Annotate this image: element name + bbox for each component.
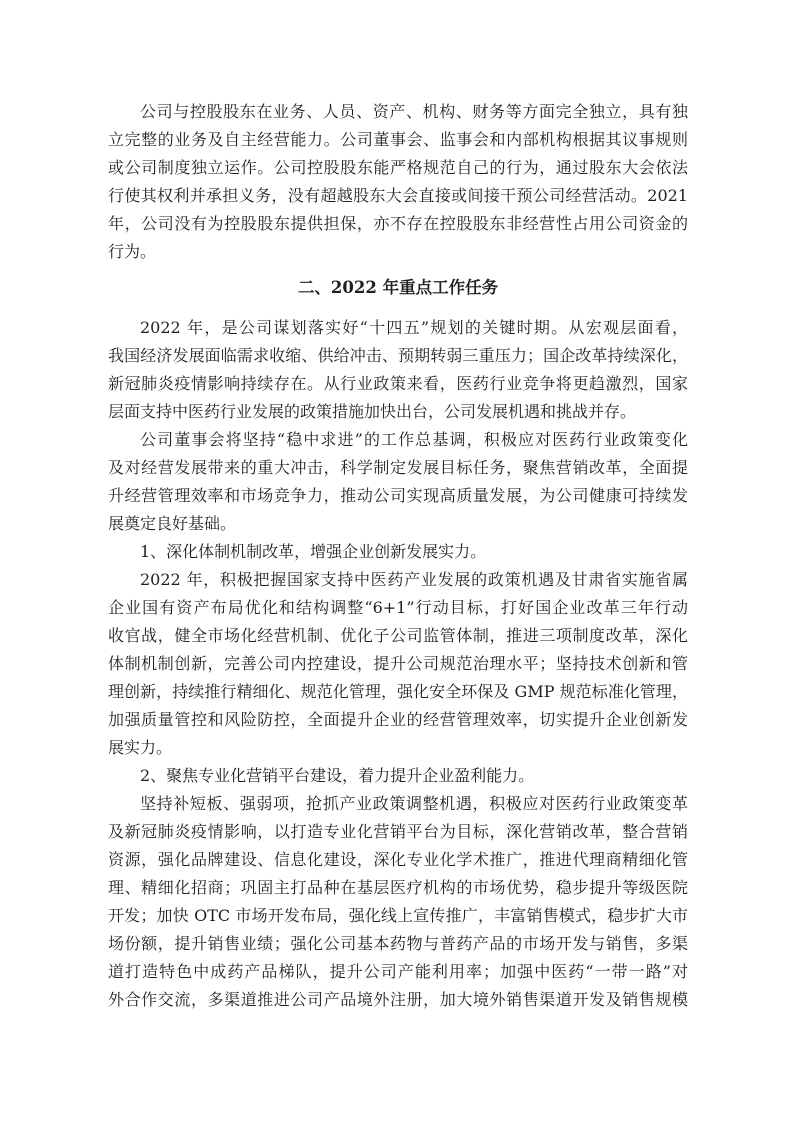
- text-line: 或公司制度独立运作。公司控股股东能严格规范自己的行为，通过股东大会依法: [108, 158, 688, 177]
- text-line: 资源，强化品牌建设、信息化建设，深化专业化学术推广，推进代理商精细化管: [108, 850, 688, 869]
- text-line: 收官战，健全市场化经营机制、优化子公司监管体制，推进三项制度改革，深化: [108, 626, 688, 645]
- text-line: 层面支持中医药行业发展的政策措施加快出台，公司发展机遇和挑战并存。: [108, 402, 637, 421]
- text-line: 2022 年，积极把握国家支持中医药产业发展的政策机遇及甘肃省实施省属: [140, 570, 688, 589]
- text-line: 立完整的业务及自主经营能力。公司董事会、监事会和内部机构根据其议事规则: [108, 130, 688, 149]
- list-item-1-title: [108, 538, 688, 566]
- paragraph-board-strategy: [108, 426, 688, 538]
- section-heading: 二、2022 年重点工作任务: [297, 278, 499, 297]
- text-line: 外合作交流，多渠道推进公司产品境外注册，加大境外销售渠道开发及销售规模: [108, 990, 688, 1009]
- text-line: 新冠肺炎疫情影响持续存在。从行业政策来看，医药行业竞争将更趋激烈，国家: [108, 374, 688, 393]
- text-line: 坚持补短板、强弱项，抢抓产业政策调整机遇，积极应对医药行业政策变革: [140, 794, 688, 813]
- text-line: 升经营管理效率和市场竞争力，推动公司实现高质量发展，为公司健康可持续发: [108, 486, 688, 505]
- text-line: 我国经济发展面临需求收缩、供给冲击、预期转弱三重压力；国企改革持续深化，: [108, 346, 688, 365]
- text-line: 展实力。: [108, 738, 173, 757]
- text-line: 年，公司没有为控股股东提供担保，亦不存在控股股东非经营性占用公司资金的: [108, 214, 688, 233]
- text-line: 及对经营发展带来的重大冲击，科学制定发展目标任务，聚焦营销改革，全面提: [108, 458, 688, 477]
- text-line: 体制机制创新，完善公司内控建设，提升公司规范治理水平；坚持技术创新和管: [108, 654, 688, 673]
- text-line: 加强质量管控和风险防控，全面提升企业的经营管理效率，切实提升企业创新发: [108, 710, 688, 729]
- text-line: 1、深化体制机制改革，增强企业创新发展实力。: [140, 542, 487, 561]
- text-line: 理、精细化招商；巩固主打品种在基层医疗机构的市场优势，稳步提升等级医院: [108, 878, 688, 897]
- paragraph-macro-environment: [108, 314, 688, 426]
- text-line: 展奠定良好基础。: [108, 514, 237, 533]
- paragraph-independence: [108, 98, 688, 266]
- text-line: 企业国有资产布局优化和结构调整“6+1”行动目标，打好国企业改革三年行动: [108, 598, 688, 617]
- text-line: 理创新，持续推行精细化、规范化管理，强化安全环保及 GMP 规范标准化管理，: [108, 682, 688, 701]
- paragraph-reform-measures: [108, 566, 688, 762]
- text-line: 行为。: [108, 242, 157, 261]
- list-item-2-title: [108, 762, 688, 790]
- text-line: 行使其权利并承担义务，没有超越股东大会直接或间接干预公司经营活动。2021: [108, 186, 688, 205]
- document-content: [108, 98, 688, 1014]
- text-line: 及新冠肺炎疫情影响，以打造专业化营销平台为目标，深化营销改革，整合营销: [108, 822, 688, 841]
- text-line: 场份额，提升销售业绩；强化公司基本药物与普药产品的市场开发与销售，多渠: [108, 934, 688, 953]
- text-line: 公司董事会将坚持“稳中求进”的工作总基调，积极应对医药行业政策变化: [140, 430, 688, 449]
- text-line: 道打造特色中成药产品梯队，提升公司产能利用率；加强中医药“一带一路”对: [108, 962, 688, 981]
- paragraph-marketing-measures: [108, 790, 688, 1014]
- text-line: 公司与控股股东在业务、人员、资产、机构、财务等方面完全独立，具有独: [140, 102, 688, 121]
- text-line: 2、聚焦专业化营销平台建设，着力提升企业盈利能力。: [140, 766, 535, 785]
- text-line: 开发；加快 OTC 市场开发布局，强化线上宣传推广，丰富销售模式，稳步扩大市: [108, 906, 688, 925]
- text-line: 2022 年，是公司谋划落实好“十四五”规划的关键时期。从宏观层面看，: [140, 318, 688, 337]
